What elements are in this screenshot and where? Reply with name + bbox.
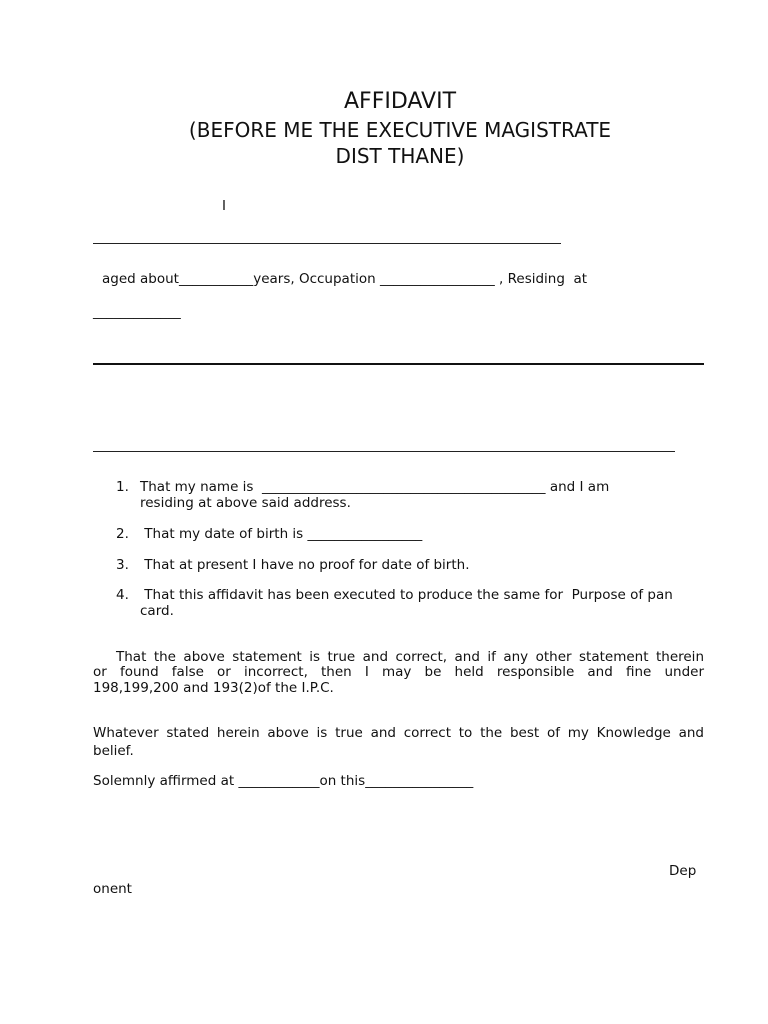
dob-blank[interactable]: _________________ <box>307 526 423 542</box>
item-1-name-blank[interactable]: __________________________________________ <box>262 479 546 495</box>
item-4-text: That this affidavit has been executed to produce the same for Purpose of pan <box>144 587 673 603</box>
item-2-number: 2. <box>116 526 129 542</box>
residing-label: , Residing at <box>499 271 588 287</box>
affirmation-date-blank[interactable]: ________________ <box>365 773 474 789</box>
item-4-line1 <box>116 587 673 604</box>
affirmation-line <box>93 773 473 790</box>
item-1-number: 1. <box>116 479 129 495</box>
address-line-2[interactable] <box>93 451 675 452</box>
item-1-text: That my name is <box>140 479 254 495</box>
statement-line3: 198,199,200 and 193(2)of the I.P.C. <box>93 680 334 696</box>
statement-line2: or found false or incorrect, then I may be held responsible and fine under <box>93 664 704 680</box>
document-subtitle-line2: DIST THANE) <box>335 144 465 168</box>
residing-blank[interactable]: _____________ <box>93 304 181 320</box>
document-subtitle-line1: (BEFORE ME THE EXECUTIVE MAGISTRATE <box>188 118 612 142</box>
statement-line1: That the above statement is true and correct, and if any other statement therein <box>116 649 704 665</box>
item-4-line2: card. <box>140 603 174 619</box>
signature-part1: Dep <box>669 863 697 879</box>
document-title: AFFIDAVIT <box>343 89 457 114</box>
years-occupation-label: years, Occupation <box>253 271 376 287</box>
item-3-number: 3. <box>116 557 129 573</box>
item-4-number: 4. <box>116 587 129 603</box>
item-1-line1 <box>116 479 609 496</box>
item-2-text: That my date of birth is <box>144 526 304 542</box>
age-blank[interactable]: ___________ <box>178 271 254 287</box>
declarant-pronoun: I <box>222 198 226 214</box>
aged-about-label: aged about <box>102 271 179 287</box>
address-line-1[interactable] <box>93 363 704 365</box>
signature-part2: onent <box>93 881 132 897</box>
item-3-text: That at present I have no proof for date of birth. <box>144 557 470 573</box>
item-2 <box>116 526 422 543</box>
name-blank-line[interactable] <box>93 243 561 244</box>
knowledge-line1: Whatever stated herein above is true and correct to the best of my Knowledge and <box>93 725 704 741</box>
affirmation-prefix: Solemnly affirmed at <box>93 773 235 789</box>
knowledge-line2: belief. <box>93 743 134 759</box>
age-occupation-line <box>102 271 587 288</box>
affirmation-place-blank[interactable]: ____________ <box>238 773 320 789</box>
item-3 <box>116 557 470 574</box>
occupation-blank[interactable]: _________________ <box>379 271 495 287</box>
affirmation-on-this: on this <box>319 773 366 789</box>
item-1-text-post: and I am <box>549 479 610 495</box>
item-1-line2: residing at above said address. <box>140 495 351 511</box>
